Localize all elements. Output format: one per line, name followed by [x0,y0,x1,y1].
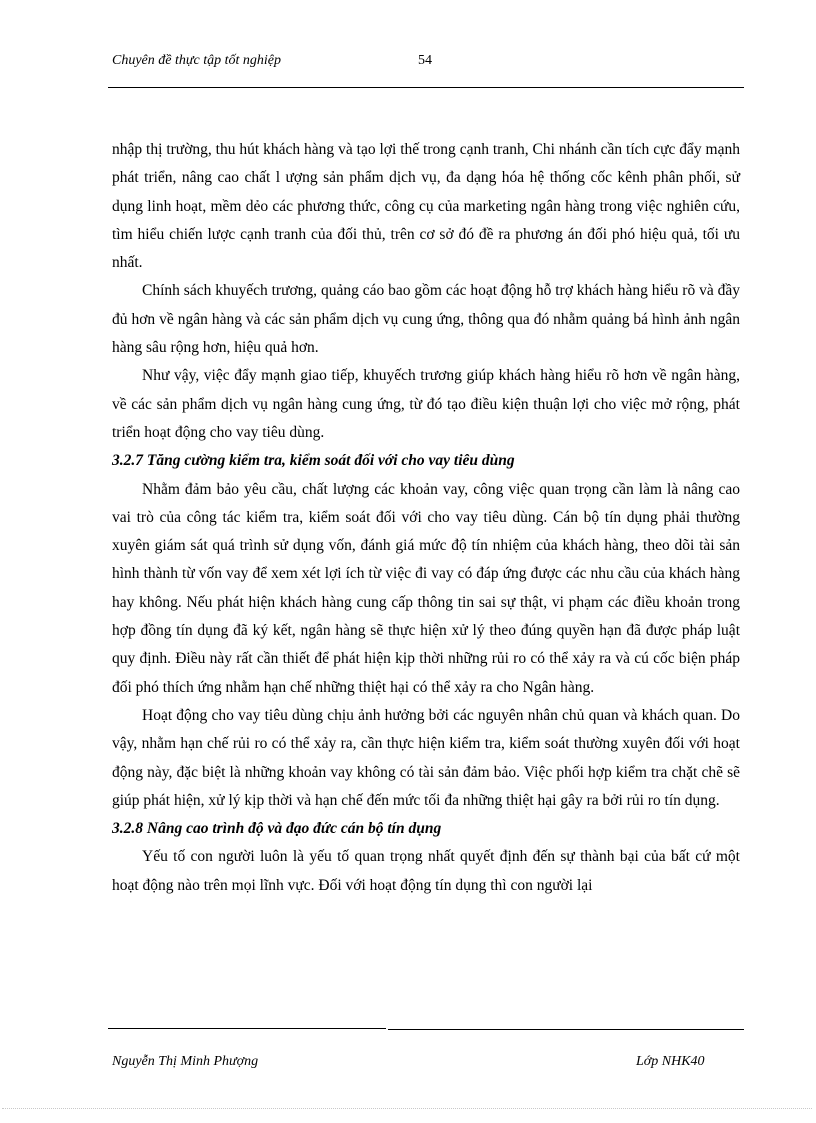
paragraph-1: nhập thị trường, thu hút khách hàng và tạo lợi thế trong cạnh tranh, Chi nhánh cần tích cực đẩy mạnh phát triển, nâng cao chất l ượng sản phẩm dịch vụ, đa dạng hóa hệ thống cốc kênh phân phối, sử dụng linh hoạt, mềm dẻo các phương thức, công cụ của marketing ngân hàng trong việc nghiên cứu, tìm hiểu chiến lược cạnh tranh của đối thủ, trên cơ sở đó đề ra phương án đối phó hiệu quả, tối ưu nhất. [112,141,740,272]
section-heading-3-2-7: 3.2.7 Tăng cường kiểm tra, kiểm soát đối với cho vay tiêu dùng [112,452,515,470]
section-heading-3-2-8: 3.2.8 Nâng cao trình độ và đạo đức cán bộ tín dụng [112,820,442,838]
page-bottom-border [2,1108,812,1109]
paragraph-6: Yếu tố con người luôn là yếu tố quan trọng nhất quyết định đến sự thành bại của bất cứ một hoạt động nào trên mọi lĩnh vực. Đối với hoạt động tín dụng thì con người lại [112,848,740,894]
paragraph-2: Chính sách khuyếch trương, quảng cáo bao gồm các hoạt động hỗ trợ khách hàng hiểu rõ và đầy đủ hơn về ngân hàng và các sản phẩm dịch vụ cung ứng, thông qua đó nhằm quảng bá hình ảnh ngân hàng sâu rộng hơn, hiệu quả hơn. [112,282,740,357]
footer-divider-right [388,1029,744,1030]
document-body [112,136,740,900]
header-title: Chuyên đề thực tập tốt nghiệp [112,53,281,68]
paragraph-3: Như vậy, việc đẩy mạnh giao tiếp, khuyếch trương giúp khách hàng hiểu rõ hơn về ngân hàng, về các sản phẩm dịch vụ ngân hàng cung ứng, từ đó tạo điều kiện thuận lợi cho việc mở rộng, phát triển hoạt động cho vay tiêu dùng. [112,367,740,441]
paragraph-5: Hoạt động cho vay tiêu dùng chịu ảnh hưởng bởi các nguyên nhân chủ quan và khách quan. Do vậy, nhằm hạn chế rủi ro có thể xảy ra, cần thực hiện kiểm tra, kiểm soát thường xuyên đối với hoạt động này, đặc biệt là những khoản vay không có tài sản đảm bảo. Việc phối hợp kiểm tra chặt chẽ sẽ giúp phát hiện, xử lý kịp thời và hạn chế đến mức tối đa những thiệt hại gây ra bởi rủi ro tín dụng. [112,706,740,809]
header-divider [108,87,744,88]
page-number: 54 [418,53,432,68]
footer-author: Nguyễn Thị Minh Phượng [112,1054,259,1069]
paragraph-4: Nhằm đảm bảo yêu cầu, chất lượng các khoản vay, công việc quan trọng cần làm là nâng cao vai trò của công tác kiểm tra, kiểm soát đối với cho vay tiêu dùng. Cán bộ tín dụng phải thường xuyên giám sát quá trình sử dụng vốn, đánh giá mức độ tín nhiệm của khách hàng, theo dõi tài sản hình thành từ vốn vay để xem xét lợi ích từ việc đi vay có đáp ứng được các nhu cầu của khách hàng hay không. Nếu phát hiện khách hàng cung cấp thông tin sai sự thật, vi phạm các điều khoản trong hợp đồng tín dụng đã ký kết, ngân hàng sẽ thực hiện xử lý theo đúng quyền hạn đã được pháp luật quy định. Điều này rất cần thiết để phát hiện kịp thời những rủi ro có thể xảy ra và cú cốc biện pháp đối phó thích ứng nhằm hạn chế những thiệt hại có thể xảy ra cho Ngân hàng. [112,480,740,696]
footer-divider-left [108,1028,386,1029]
footer-class: Lớp NHK40 [636,1054,705,1069]
